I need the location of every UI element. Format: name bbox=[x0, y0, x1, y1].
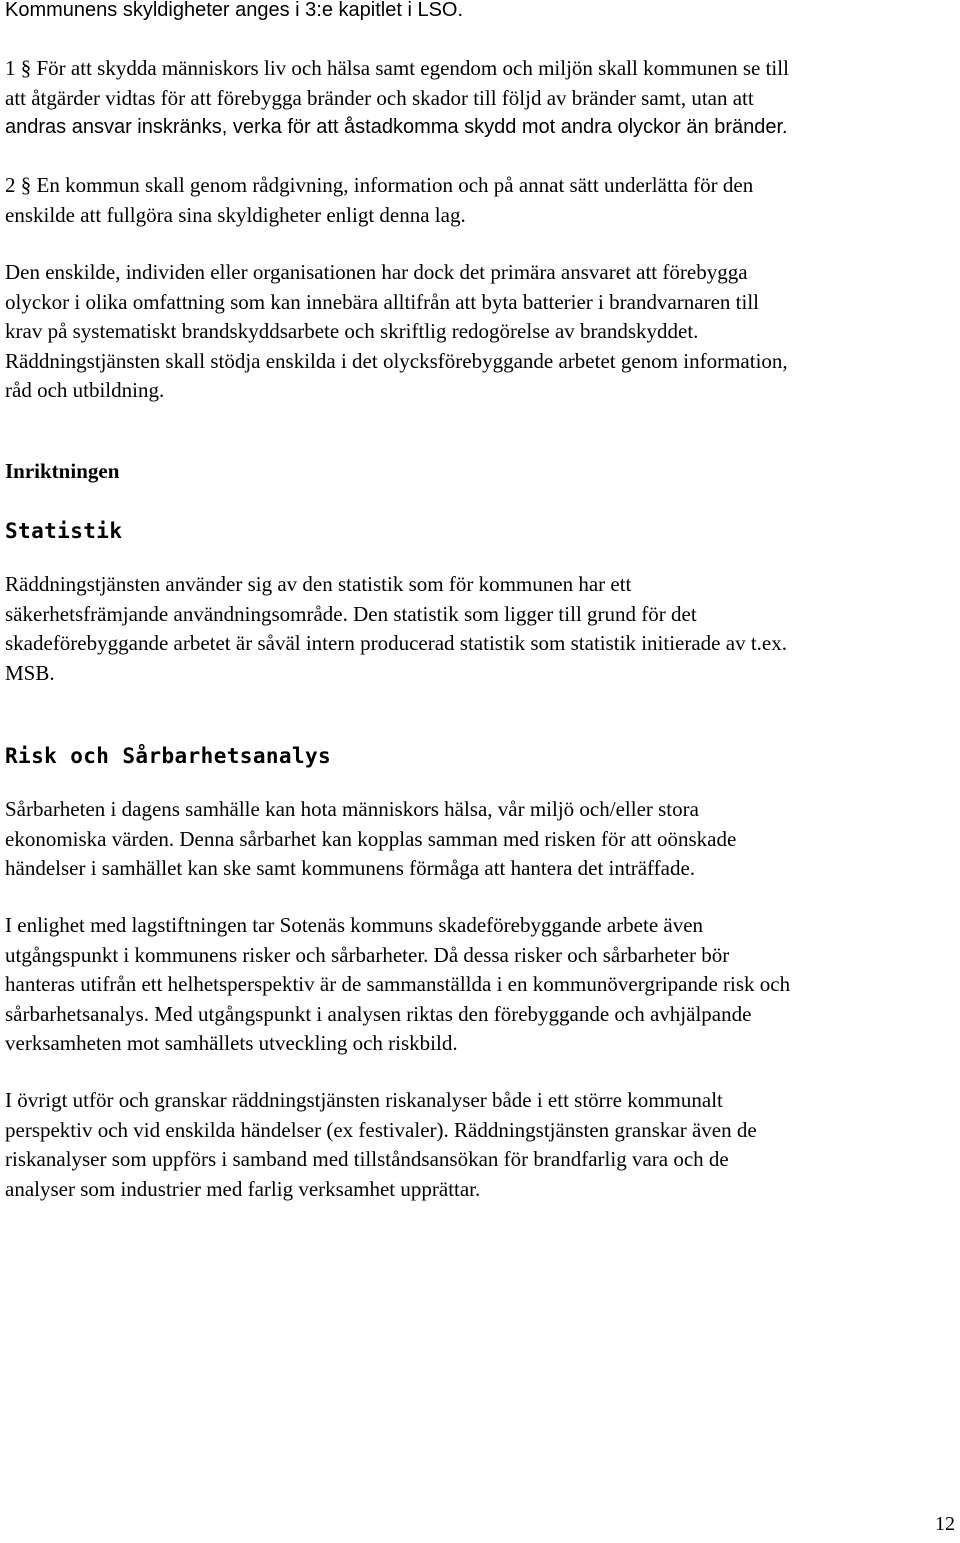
intro-line: Kommunens skyldigheter anges i 3:e kapitlet i LSO. bbox=[5, 0, 464, 21]
paragraph-3: Den enskilde, individen eller organisationen har dock det primära ansvaret att förebygga olyckor i olika omfattning som kan innebära alltifrån att byta batterier i brandvarnaren till krav på systematiskt brandskyddsarbete och skriftlig redogörelse av brandskyddet. Räddningstjänsten skall stödja enskilda i det olycksförebyggande arbetet genom information, råd och utbildning. bbox=[5, 260, 788, 402]
paragraph-1 bbox=[5, 54, 955, 143]
paragraph-risk-1: Sårbarheten i dagens samhälle kan hota människors hälsa, vår miljö och/eller stora ekonomiska värden. Denna sårbarhet kan kopplas samman med risken för att oönskade händelser i samhället kan ske samt kommunens förmåga att hantera det inträffade. bbox=[5, 797, 737, 880]
paragraph-risk-2: I enlighet med lagstiftningen tar Sotenäs kommuns skadeförebyggande arbete även utgångspunkt i kommunens risker och sårbarheter. Då dessa risker och sårbarheter bör hanteras utifrån ett helhetsperspektiv är de sammanställda i en kommunövergripande risk och sårbarhetsanalys. Med utgångspunkt i analysen riktas den förebyggande och avhjälpande verksamheten mot samhällets utveckling och riskbild. bbox=[5, 913, 791, 1055]
paragraph-risk-3: I övrigt utför och granskar räddningstjänsten riskanalyser både i ett större kommunalt perspektiv och vid enskilda händelser (ex festivaler). Räddningstjänsten granskar även de riskanalyser som uppförs i samband med tillståndsansökan för brandfarlig vara och de analyser som industrier med farlig verksamhet upprättar. bbox=[5, 1088, 757, 1201]
paragraph-1-sans-text: andras ansvar inskränks, verka för att åstadkomma skydd mot andra olyckor än bränder. bbox=[5, 116, 788, 138]
heading-risk-och-sarbarhetsanalys: Risk och Sårbarhetsanalys bbox=[5, 744, 332, 768]
page-number: 12 bbox=[935, 1513, 955, 1535]
paragraph-statistik: Räddningstjänsten använder sig av den statistik som för kommunen har ett säkerhetsfrämjande användningsområde. Den statistik som ligger till grund för det skadeförebyggande arbetet är såväl intern producerad statistik som statistik initierade av t.ex. MSB. bbox=[5, 572, 787, 685]
heading-statistik: Statistik bbox=[5, 519, 123, 543]
paragraph-2: 2 § En kommun skall genom rådgivning, information och på annat sätt underlätta för den enskilde att fullgöra sina skyldigheter enligt denna lag. bbox=[5, 173, 754, 227]
heading-inriktningen: Inriktningen bbox=[5, 459, 120, 483]
paragraph-1-serif-text: 1 § För att skydda människors liv och hälsa samt egendom och miljön skall kommunen se till att åtgärder vidtas för att förebygga bränder och skador till följd av bränder samt, utan att bbox=[5, 56, 789, 110]
